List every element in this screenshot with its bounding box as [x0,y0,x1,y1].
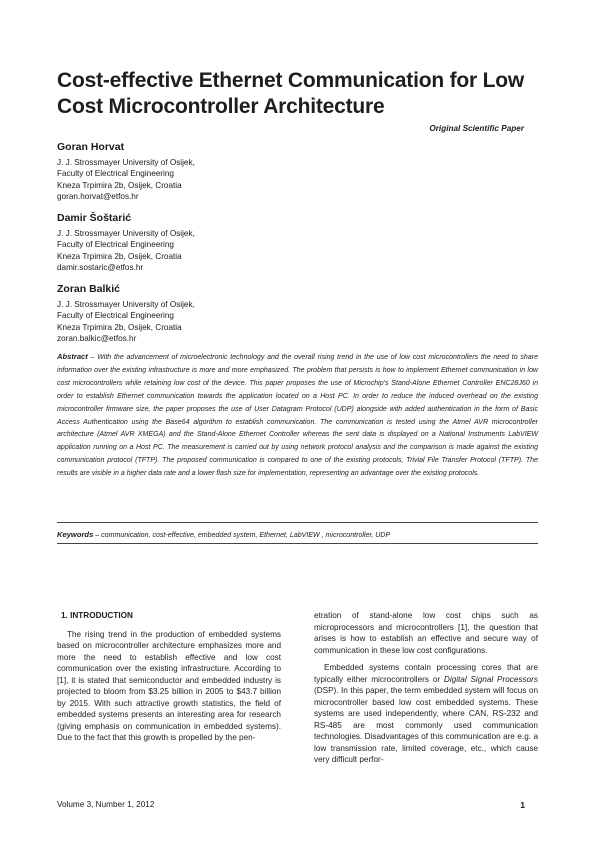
divider-top [57,522,538,523]
affiliation-faculty: Faculty of Electrical Engineering [57,311,174,321]
keywords-label: Keywords [57,530,94,539]
affiliation-faculty: Faculty of Electrical Engineering [57,240,174,250]
keywords-text: – communication, cost-effective, embedded system, Ethernet, LabVIEW , microcontroller, UDP [93,532,391,539]
title-line-1: Cost-effective Ethernet Communication for Low [57,69,525,92]
section-heading-introduction: 1. INTRODUCTION [61,611,133,620]
author-email: zoran.balkic@etfos.hr [57,334,137,344]
author-block-1 [57,141,357,203]
affiliation-address: Kneza Trpimira 2b, Osijek, Croatia [57,322,182,332]
intro-paragraph-2-rest: (DSP). In this paper, the term embedded system will focus on microcontroller based low cost embedded systems. These systems are used independently, where CAN, RS-232 and RS-485 are most commonly used communication technologies. Disadvantages of this communication are e.g. a low transmission rate, limited coverage, etc., which cause very difficult perfor- [314,686,538,764]
keywords [57,530,538,539]
title-line-2: Cost Microcontroller Architecture [57,95,385,118]
author-email: damir.sostaric@etfos.hr [57,263,144,273]
abstract-label: Abstract [57,352,88,361]
footer-volume: Volume 3, Number 1, 2012 [57,800,155,809]
intro-paragraph-1: The rising trend in the production of embedded systems based on microcontroller architecture emphasizes more and more the need to establish effective and low cost communication over the existing infrastructure. According to [1], it is stated that semiconductor and embedded industry is projected to bloom from $3.25 billion in 2005 to $43.7 billion by 2015. With such attractive growth statistics, the field of embedded systems presents an interesting area for research (giving emphasis on communication in embedded systems). Due to the fact that this growth is propelled by the pen- [57,629,281,742]
author-name: Goran Horvat [57,141,125,153]
affiliation-university: J. J. Strossmayer University of Osijek, [57,158,195,167]
footer-page-number: 1 [520,800,525,810]
author-name: Damir Šoštarić [57,212,132,224]
column-left [57,610,281,744]
author-email: goran.horvat@etfos.hr [57,192,139,202]
intro-paragraph-2-start: Embedded systems contain processing cores that are typically either microcontrollers or [314,663,538,684]
paper-title [57,68,537,120]
author-name: Zoran Balkić [57,283,121,295]
author-block-3 [57,283,357,345]
affiliation-address: Kneza Trpimira 2b, Osijek, Croatia [57,180,182,190]
affiliation-university: J. J. Strossmayer University of Osijek, [57,300,195,309]
affiliation-university: J. J. Strossmayer University of Osijek, [57,229,195,238]
intro-paragraph-2 [314,662,538,766]
abstract-text: – With the advancement of microelectronic technology and the overall rising trend in the use of low cost microcontrollers the need to share information over the existing infrastructure is more and more emphasized. The problem that persists is how to implement Ethernet communication in low cost microcontrollers while retaining low cost of the device. This paper proposes the use of Microchip's Stand-Alone Ethernet Controller ENC28J60 in order to establish Ethernet communication towards the application located on a Host PC. In order to reduce the induced overhead on the existing microcontroller firmware size, the paper proposes the use of User Datagram Protocol (UDP) alongside with added authentication in the form of Basic Access Authentication using the Base64 algorithm to establish communication. The communication is tested using the Atmel AVR microcontroller architecture (Atmel AVR XMEGA) and the Stand-Alone Ethernet Controller whereas the sent data is displayed on a National Instruments LabVIEW application running on a Host PC. The measurement is carried out by using network protocol analysis and the comparison is made against the existing communication protocol (TFTP). The proposed communication is compared to one of the existing protocols, Trivial File Transfer Protocol (TFTP). The results are visible in a higher data rate and a lower flash size for implementation, representing an advantage over the existing protocols. [57,354,538,478]
author-block-2 [57,212,357,274]
affiliation-address: Kneza Trpimira 2b, Osijek, Croatia [57,251,182,261]
affiliation-faculty: Faculty of Electrical Engineering [57,169,174,179]
dsp-term: Digital Signal Processors [443,674,538,684]
abstract [57,351,538,481]
paper-type-label: Original Scientific Paper [429,124,524,133]
column-right [314,610,538,766]
divider-bottom [57,543,538,544]
intro-paragraph-continued: etration of stand-alone low cost chips such as microprocessors and microcontrollers [1], the question that arises is how to establish an effective and secure way of communication in these low cost configurations. [314,611,538,655]
